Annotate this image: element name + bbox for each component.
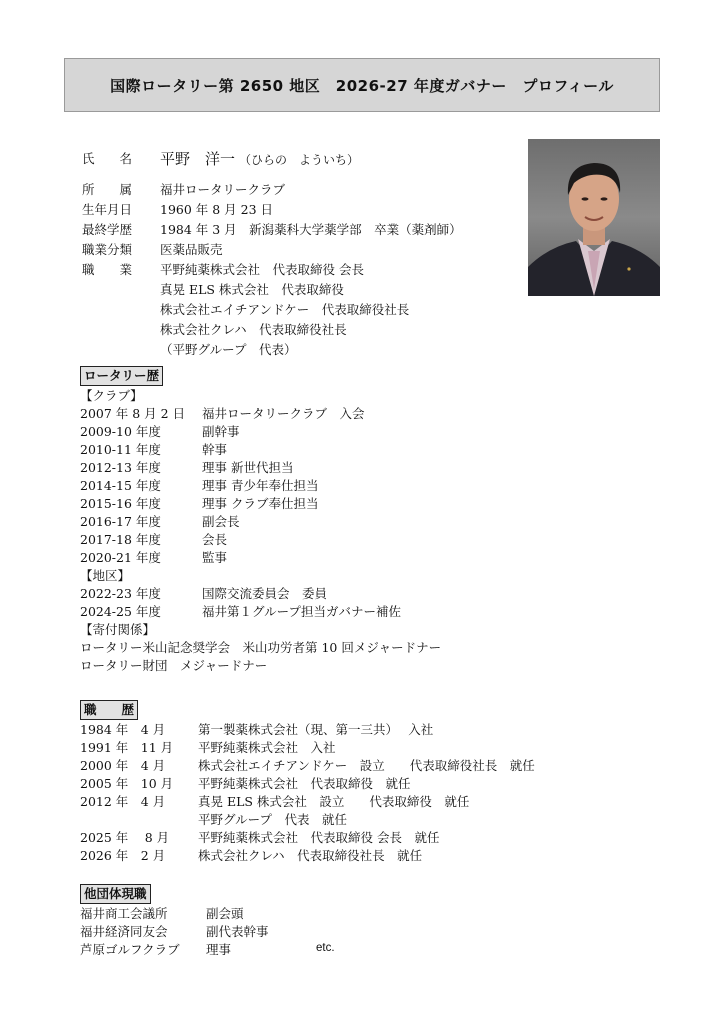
- club-history-role: 会長: [202, 532, 228, 547]
- career-detail: 株式会社クレハ 代表取締役社長 就任: [198, 848, 423, 863]
- career-period: 2025 年 8 月: [80, 830, 170, 845]
- club-history-row: [80, 441, 640, 459]
- district-history-role: 国際交流委員会 委員: [202, 586, 328, 601]
- donation-row: ロータリー財団 メジャードナー: [80, 658, 268, 673]
- club-history-row: [80, 549, 640, 567]
- career-row: [80, 775, 640, 793]
- club-history-role: 理事 クラブ奉仕担当: [202, 496, 319, 511]
- club-history-role: 福井ロータリークラブ 入会: [202, 406, 365, 421]
- other-organizations-section: [80, 884, 640, 959]
- career-detail: 第一製薬株式会社（現、第一三共） 入社: [198, 722, 434, 737]
- birth-label: 生年月日: [82, 202, 133, 217]
- club-history-period: 2012-13 年度: [80, 460, 161, 475]
- occupation-value-2: 真晃 ELS 株式会社 代表取締役: [160, 282, 344, 297]
- club-history-period: 2010-11 年度: [80, 442, 161, 457]
- club-history-row: [80, 459, 640, 477]
- career-detail: 平野グループ 代表 就任: [198, 812, 348, 827]
- career-row: [80, 757, 640, 775]
- career-period: 1984 年 4 月: [80, 722, 166, 737]
- district-history-role: 福井第１グループ担当ガバナー補佐: [202, 604, 402, 619]
- other-org-role: 副会頭: [206, 906, 244, 921]
- other-org-name: 福井商工会議所: [80, 906, 168, 921]
- club-history-role: 監事: [202, 550, 228, 565]
- club-history-role: 理事 青少年奉仕担当: [202, 478, 319, 493]
- career-row: [80, 829, 640, 847]
- club-history-row: [80, 495, 640, 513]
- club-history-period: 2009-10 年度: [80, 424, 161, 439]
- club-history-period: 2020-21 年度: [80, 550, 161, 565]
- career-detail: 真晃 ELS 株式会社 設立 代表取締役 就任: [198, 794, 470, 809]
- rotary-history-section: [80, 366, 640, 675]
- other-organizations-title: 他団体現職: [80, 884, 151, 904]
- name-text: 平野 洋一: [160, 150, 236, 168]
- career-row: [80, 847, 640, 865]
- career-period: [80, 811, 198, 829]
- other-org-role: 副代表幹事: [206, 924, 269, 939]
- career-period: 2012 年 4 月: [80, 794, 166, 809]
- club-history-row: [80, 477, 640, 495]
- name-value: [160, 150, 522, 169]
- name-reading: （ひらの よういち）: [239, 153, 360, 167]
- occupation-value-3: 株式会社エイチアンドケー 代表取締役社長: [160, 302, 410, 317]
- page-title: 国際ロータリー第 2650 地区 2026-27 年度ガバナー プロフィール: [64, 58, 660, 112]
- district-history-row: [80, 585, 640, 603]
- district-history-period: 2022-23 年度: [80, 586, 161, 601]
- rotary-history-title: ロータリー歴: [80, 366, 163, 386]
- other-org-row: [80, 905, 640, 923]
- club-history-role: 副幹事: [202, 424, 240, 439]
- portrait-illustration: [528, 139, 660, 296]
- donation-heading: 【寄付関係】: [80, 622, 156, 637]
- career-row: [80, 721, 640, 739]
- career-detail: 株式会社エイチアンドケー 設立 代表取締役社長 就任: [198, 758, 535, 773]
- name-label: 氏 名: [82, 151, 133, 166]
- classification-label: 職業分類: [82, 242, 133, 257]
- occupation-value-5: （平野グループ 代表）: [160, 342, 297, 357]
- career-period: 2005 年 10 月: [80, 776, 174, 791]
- career-period: 2026 年 2 月: [80, 848, 166, 863]
- district-history-period: 2024-25 年度: [80, 604, 161, 619]
- birth-value: 1960 年 8 月 23 日: [160, 202, 274, 217]
- occupation-value-4: 株式会社クレハ 代表取締役社長: [160, 322, 347, 337]
- education-label: 最終学歴: [82, 222, 133, 237]
- club-history-period: 2007 年 8 月 2 日: [80, 406, 186, 421]
- profile-block: [82, 150, 522, 359]
- occupation-value-1: 平野純薬株式会社 代表取締役 会長: [160, 262, 364, 277]
- club-history-row: [80, 531, 640, 549]
- club-history-period: 2017-18 年度: [80, 532, 161, 547]
- career-detail: 平野純薬株式会社 入社: [198, 740, 336, 755]
- club-history-role: 理事 新世代担当: [202, 460, 294, 475]
- career-title: 職 歴: [80, 700, 138, 720]
- other-org-row: [80, 923, 640, 941]
- career-row: [80, 811, 640, 829]
- classification-value: 医薬品販売: [160, 242, 223, 257]
- club-history-period: 2015-16 年度: [80, 496, 161, 511]
- career-period: 2000 年 4 月: [80, 758, 166, 773]
- club-value: 福井ロータリークラブ: [160, 182, 286, 197]
- education-value: 1984 年 3 月 新潟薬科大学薬学部 卒業（薬剤師）: [160, 222, 462, 237]
- other-org-name: 福井経済同友会: [80, 924, 168, 939]
- career-row: [80, 793, 640, 811]
- other-org-name: 芦原ゴルフクラブ: [80, 942, 180, 957]
- club-heading: 【クラブ】: [80, 388, 143, 403]
- club-history-period: 2016-17 年度: [80, 514, 161, 529]
- club-history-role: 副会長: [202, 514, 240, 529]
- club-history-row: [80, 513, 640, 531]
- club-label: 所 属: [82, 182, 133, 197]
- district-history-row: [80, 603, 640, 621]
- career-row: [80, 739, 640, 757]
- district-heading: 【地区】: [80, 568, 131, 583]
- etc-note: etc.: [316, 942, 335, 954]
- club-history-row: [80, 423, 640, 441]
- occupation-label: 職 業: [82, 262, 133, 277]
- club-history-row: [80, 405, 640, 423]
- portrait-photo: [528, 139, 660, 296]
- other-org-role: 理事: [206, 942, 232, 957]
- career-detail: 平野純薬株式会社 代表取締役 就任: [198, 776, 411, 791]
- club-history-period: 2014-15 年度: [80, 478, 161, 493]
- career-section: [80, 700, 640, 865]
- club-history-role: 幹事: [202, 442, 228, 457]
- career-period: 1991 年 11 月: [80, 740, 174, 755]
- other-org-row: [80, 941, 640, 959]
- donation-row: ロータリー米山記念奨学会 米山功労者第 10 回メジャードナー: [80, 640, 442, 655]
- career-detail: 平野純薬株式会社 代表取締役 会長 就任: [198, 830, 440, 845]
